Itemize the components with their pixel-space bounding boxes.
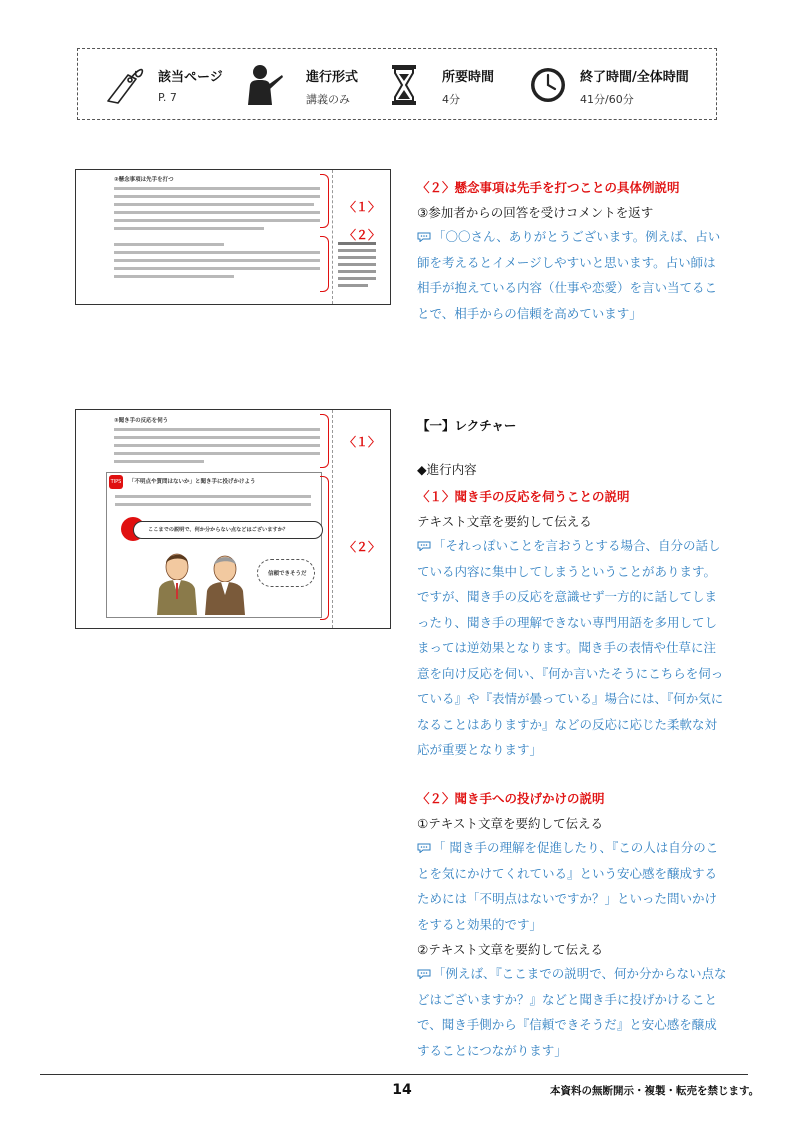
- tag-icon: [104, 63, 148, 107]
- info-end-time: [528, 49, 716, 121]
- info-page-label: 該当ページ: [158, 70, 223, 85]
- sub2-quote-1: [417, 835, 727, 937]
- slide-thumbnail-2: [75, 409, 391, 629]
- thought-bubble-text: 信頼できそうだ: [268, 571, 307, 577]
- speech-icon: [417, 843, 431, 853]
- sub2-heading: 〈２〉聞き手への投げかけの説明: [417, 791, 605, 806]
- speech-icon: [417, 541, 431, 551]
- info-page: [78, 49, 238, 121]
- info-end-time-value: 41分/60分: [580, 93, 634, 106]
- thumb2-bracket-2-label: 〈２〉: [344, 540, 381, 554]
- block1-quote-text: 「〇〇さん、ありがとうございます。例えば、占い師を考えるとイメージしやすいと思います。占い師は相手が抱えている内容（仕事や恋愛）を言い当てることで、相手からの信頼を高めています」: [417, 229, 721, 321]
- copyright-notice: 本資料の無断開示・複製・転売を禁じます。: [550, 1085, 760, 1097]
- speech-icon: [417, 969, 431, 979]
- block1-heading: 〈２〉懸念事項は先手を打つことの具体例説明: [417, 180, 680, 195]
- info-page-value: P. 7: [158, 91, 177, 104]
- info-duration-value: 4分: [442, 93, 460, 106]
- sub1-instruction: テキスト文章を要約して伝える: [417, 514, 592, 529]
- sub2-quote-2-text: 「例えば、『ここまでの説明で、何か分からない点などはございますか？』などと聞き手に投げかけることで、聞き手側から『信頼できそうだ』と安心感を醸成することにつながります」: [417, 966, 727, 1058]
- thumb1-title: ②懸念事項は先手を打つ: [114, 177, 174, 183]
- speech-bubble-text: ここまでの説明で、何か分からない点などはございますか？: [148, 527, 288, 533]
- hourglass-icon: [390, 63, 418, 107]
- session-info-box: [77, 48, 717, 120]
- thumb2-title: ③聞き手の反応を伺う: [114, 418, 169, 424]
- thumb2-bracket-1-label: 〈１〉: [344, 435, 381, 449]
- sub1-heading: 〈１〉聞き手の反応を伺うことの説明: [417, 489, 630, 504]
- page-number: 14: [392, 1082, 412, 1098]
- block2-heading: 【一】レクチャー: [417, 418, 517, 433]
- speech-icon: [417, 232, 431, 242]
- sub2-quote-1-text: 「 聞き手の理解を促進したり、『この人は自分のことを気にかけてくれている』という安心感を醸成するためには「不明点はないですか？」といった問いかけをすると効果的です」: [417, 840, 719, 932]
- info-duration: [388, 49, 528, 121]
- lecturer-icon: [242, 63, 286, 107]
- footer-divider: [40, 1074, 748, 1075]
- block2-progress: ◆進行内容: [417, 462, 477, 477]
- slide-thumbnail-1: [75, 169, 391, 305]
- bracket-mark: [320, 414, 329, 468]
- thumb1-bracket-1-label: 〈１〉: [344, 200, 381, 214]
- sub2-quote-2: [417, 961, 727, 1063]
- info-duration-label: 所要時間: [442, 70, 495, 85]
- bracket-mark: [320, 476, 329, 620]
- bracket-mark: [320, 174, 329, 228]
- tips-box: [106, 472, 322, 618]
- speech-bubble: [133, 521, 323, 539]
- clock-icon: [528, 63, 572, 107]
- block1-instruction: ③参加者からの回答を受けコメントを返す: [417, 205, 654, 220]
- sub1-quote-text: 「それっぽいことを言おうとする場合、自分の話している内容に集中してしまうということがあります。ですが、聞き手の反応を意識せず一方的に話してしまったり、聞き手の理解できない専門用語を多用してしまっては逆効果となります。聞き手の表情や仕草に注意を向け反応を伺い、『何か言いたそうにこちらを伺っている』や『表情が曇っている』場合には、『何か気になることはありますか』などの反応に応じた柔軟な対応が重要となります」: [417, 538, 724, 757]
- thought-bubble: [257, 559, 315, 587]
- bracket-mark: [320, 236, 329, 292]
- people-illustration: [147, 549, 257, 615]
- thumb1-bracket-2-label: 〈２〉: [344, 228, 381, 242]
- info-format-label: 進行形式: [306, 70, 359, 85]
- block1-quote: [417, 224, 727, 326]
- tips-box-title: 「不明点や質問はないか」と聞き手に投げかけよう: [129, 479, 256, 485]
- info-format-value: 講義のみ: [306, 93, 350, 106]
- sub2-instruction-1: ①テキスト文章を要約して伝える: [417, 816, 603, 831]
- tips-badge: TIPS: [109, 475, 123, 489]
- sub1-quote: [417, 533, 727, 763]
- info-format: [238, 49, 388, 121]
- sub2-instruction-2: ②テキスト文章を要約して伝える: [417, 942, 603, 957]
- info-end-time-label: 終了時間/全体時間: [580, 70, 689, 85]
